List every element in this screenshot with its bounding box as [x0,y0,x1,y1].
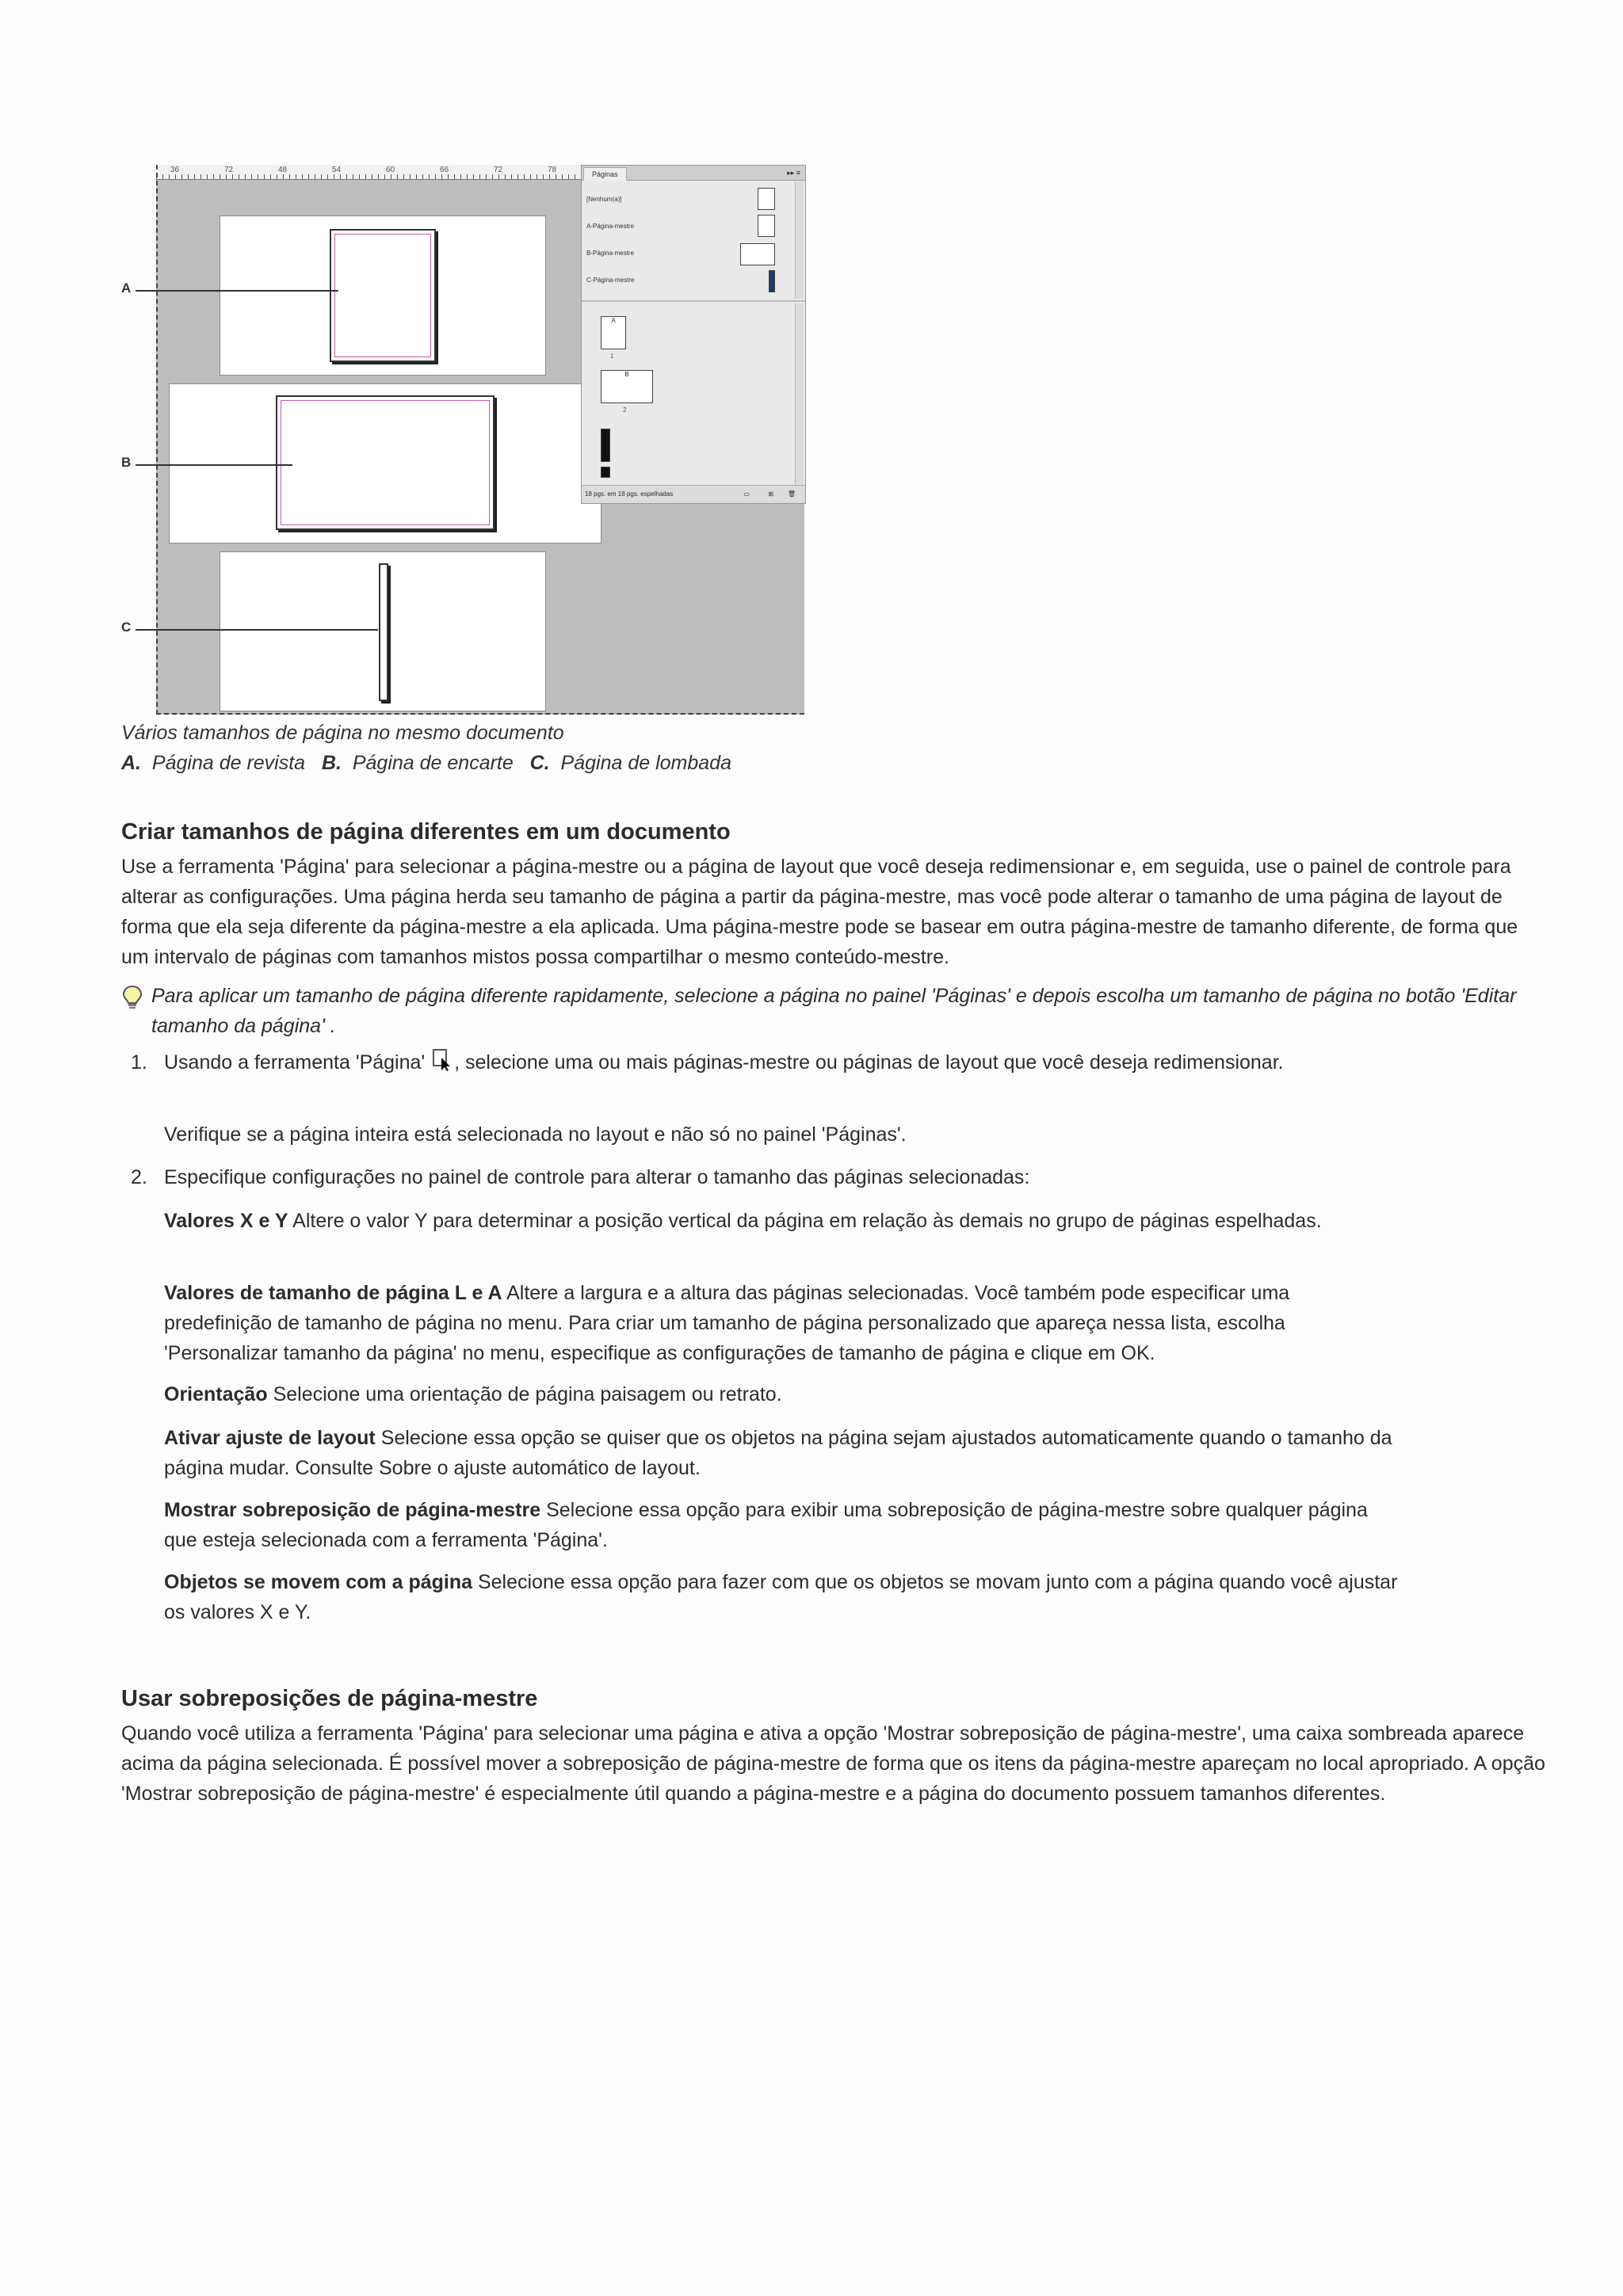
step1-text-after: , selecione uma ou mais páginas-mestre ou páginas de layout que você deseja redimensionar. [454,1051,1284,1074]
step-number: 2. [131,1166,147,1188]
list-item-step-1 [121,1047,1389,1077]
option-desc: Selecione essa opção para exibir uma sobreposição de página-mestre sobre qualquer página que esteja selecionada com a ferramenta 'Página'. [164,1499,1368,1551]
callout-line-b [136,464,292,466]
ruler-number: 60 [386,166,395,174]
ruler-number: 72 [494,166,503,174]
horizontal-ruler [156,165,581,180]
caption-title: Vários tamanhos de página no mesmo documento [121,722,564,744]
option-desc: Altere o valor Y para determinar a posição vertical da página em relação às demais no grupo de páginas espelhadas. [292,1210,1322,1232]
option-layout-adjustment [164,1423,1400,1483]
step1-text-before: Usando a ferramenta 'Página' [164,1051,426,1074]
list-item-step-2 [121,1162,1389,1192]
tip-text: Para aplicar um tamanho de página diferente rapidamente, selecione a página no painel 'Páginas' e depois escolha um tamanho de página no botão 'Editar tamanho da página' . [151,985,1517,1037]
caption-text-b: Página de encarte [352,752,514,774]
section-heading-master-overlay: Usar sobreposições de página-mestre [121,1686,538,1711]
pages-panel-tab[interactable]: Páginas [583,167,627,181]
master-c-thumb[interactable] [769,270,775,292]
option-page-size-values [164,1278,1400,1368]
caption-letter-c: C. [529,752,550,774]
spread-insert [169,383,601,543]
option-desc: Altere a largura e a altura das páginas selecionadas. Você também pode especificar uma predefinição de tamanho de página no menu. Para criar um tamanho de página personalizado que apareça nessa lista, escolha 'Personalizar tamanho da página' no menu, especifique as configurações de tamanho de página e clique em OK. [164,1282,1290,1364]
master-b[interactable]: B-Página-mestre [586,250,635,257]
option-desc: Selecione essa opção para fazer com que os objetos se movam junto com a página quando você ajustar os valores X e Y. [164,1571,1398,1623]
ruler-number: 54 [332,166,342,174]
masters-scrollbar[interactable] [795,181,804,299]
section-heading-page-sizes: Criar tamanhos de página diferentes em um documento [121,819,731,845]
caption-legend [121,748,731,778]
page-thumb-3[interactable] [601,429,610,462]
pages-scrollbar[interactable] [795,303,804,484]
caption-text-c: Página de lombada [560,752,731,774]
ruler-number: 78 [548,166,557,174]
vertical-ruler [156,165,162,715]
option-term: Mostrar sobreposição de página-mestre [164,1499,541,1521]
panel-divider[interactable] [582,300,805,302]
new-page-icon[interactable]: ⊞ [768,490,773,498]
master-none-thumb[interactable] [758,188,775,210]
pages-count-label: 18 pgs. em 18 pgs. espelhadas [585,490,674,498]
tip-note [121,981,1548,1041]
insert-page[interactable] [276,395,495,530]
figure-page-sizes [121,165,819,719]
ruler-number: 36 [170,166,180,174]
option-master-overlay [164,1495,1400,1555]
page-thumb-2[interactable] [601,370,653,403]
page-thumb-label: A [611,317,616,324]
pages-panel-header [582,166,805,181]
callout-line-a [136,290,338,292]
spine-page[interactable] [379,563,388,701]
page-thumb-4[interactable] [601,467,610,478]
page-number-2: 2 [623,406,627,414]
master-c[interactable]: C-Página-mestre [586,277,635,284]
caption-text-a: Página de revista [151,752,306,774]
page-thumb-1[interactable] [601,316,626,349]
panel-menu-icon[interactable]: ▸▸ ≡ [787,169,800,177]
callout-letter-a: A [121,280,132,296]
caption-letter-a: A. [121,752,141,774]
option-desc: Selecione essa opção se quiser que os objetos na página sejam ajustados automaticamente quando o tamanho da página mudar. Consulte Sobre o ajuste automático de layout. [164,1427,1392,1479]
ruler-number: 66 [440,166,449,174]
master-a[interactable]: A-Página-mestre [586,223,635,230]
option-term: Objetos se movem com a página [164,1571,473,1593]
page-thumb-label: B [624,371,629,378]
step-text [164,1047,1389,1077]
option-desc: Selecione uma orientação de página paisagem ou retrato. [273,1383,782,1405]
page-number-1: 1 [610,353,614,360]
trash-icon[interactable]: 🗑 [787,490,796,498]
option-term: Orientação [164,1383,268,1405]
spread-spine [220,551,546,711]
figure-caption [121,718,731,778]
master-b-thumb[interactable] [740,243,775,265]
option-term: Valores de tamanho de página L e A [164,1282,502,1304]
option-orientation [164,1379,1400,1409]
step-number: 1. [131,1051,147,1074]
edit-page-size-icon[interactable]: ▭ [743,490,750,498]
master-a-thumb[interactable] [758,215,775,237]
step-text: Especifique configurações no painel de controle para alterar o tamanho das páginas selecionadas: [164,1166,1030,1188]
option-xy-values [164,1206,1400,1236]
option-term: Valores X e Y [164,1210,288,1232]
callout-line-c [136,629,378,631]
callout-letter-c: C [121,620,132,635]
section-body-master-overlay: Quando você utiliza a ferramenta 'Página' para selecionar uma página e ativa a opção 'Mostrar sobreposição de página-mestre', uma caixa sombreada aparece acima da página selecionada. É possível mover a sobreposição de página-mestre de forma que os itens da página-mestre apareçam no local apropriado. A opção 'Mostrar sobreposição de página-mestre' é especialmente útil quando a página-mestre e a página do documento possuem tamanhos diferentes. [121,1722,1545,1805]
canvas-bottom-edge [156,713,804,715]
magazine-page[interactable] [330,229,436,362]
ruler-number: 48 [278,166,288,174]
ruler-number: 72 [224,166,234,174]
section-body-page-sizes: Use a ferramenta 'Página' para selecionar a página-mestre ou a página de layout que você deseja redimensionar e, em seguida, use o painel de controle para alterar as configurações. Uma página herda seu tamanho de página a partir da página-mestre, mas você pode alterar o tamanho de uma página de layout de forma que ela seja diferente da página-mestre a ela aplicada. Uma página-mestre pode se basear em outra página-mestre de tamanho diferente, de forma que um intervalo de páginas com tamanhos mistos possa compartilhar o mesmo conteúdo-mestre. [121,856,1518,968]
callout-letter-b: B [121,455,132,470]
option-term: Ativar ajuste de layout [164,1427,376,1449]
option-objects-move [164,1567,1400,1627]
step-1-note: Verifique se a página inteira está selecionada no layout e não só no painel 'Páginas'. [164,1123,907,1146]
pages-panel-footer [582,485,805,503]
pages-panel [581,165,806,504]
master-none[interactable]: [Nenhum(a)] [586,196,622,203]
lightbulb-icon [121,984,143,1009]
caption-letter-b: B. [321,752,342,774]
spread-magazine [220,215,546,376]
page-tool-icon [432,1048,453,1072]
